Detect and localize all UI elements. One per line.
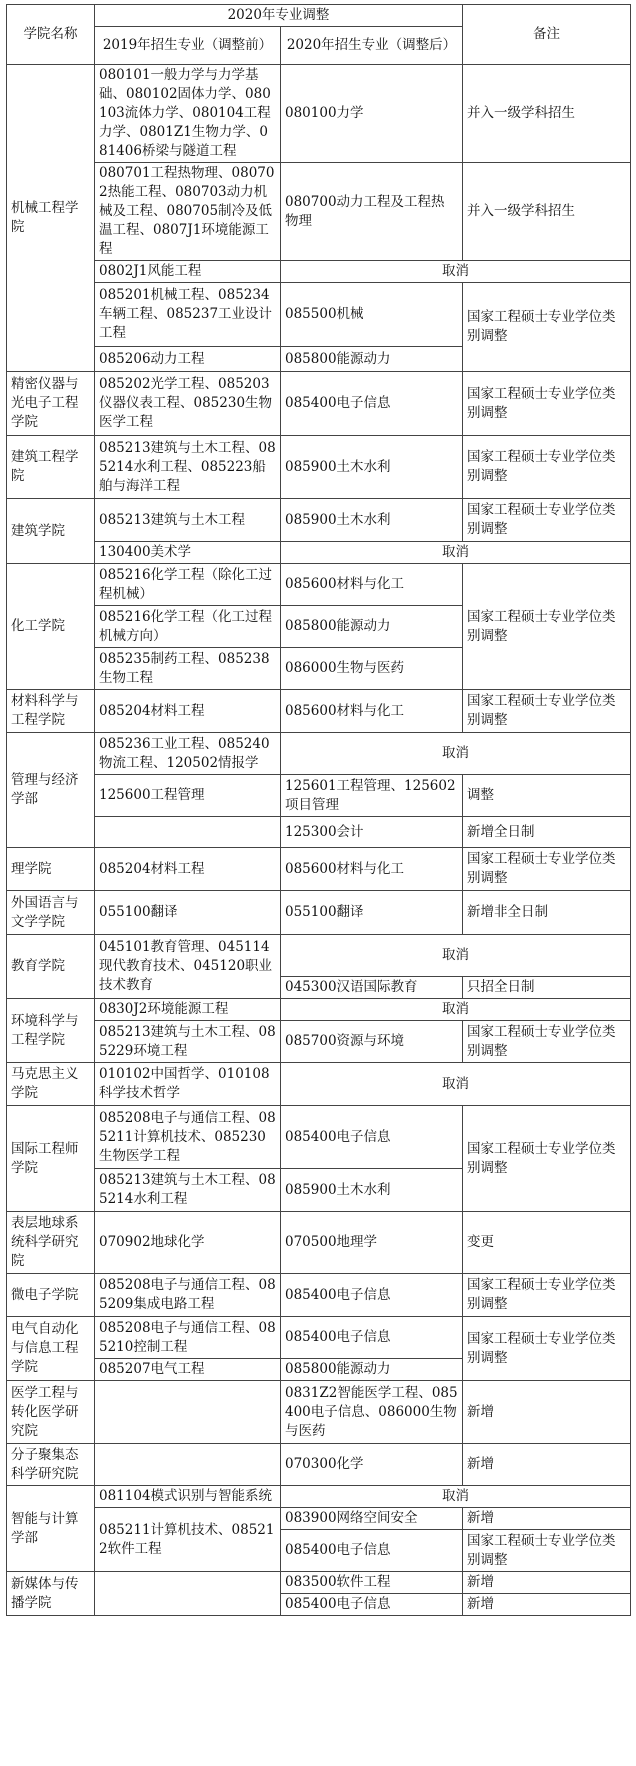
before-cell: 085202光学工程、085203仪器仪表工程、085230生物医学工程 — [95, 372, 281, 436]
after-cell: 070300化学 — [281, 1444, 463, 1486]
before-cell: 081104模式识别与智能系统 — [95, 1486, 281, 1508]
remark-cell: 新增 — [463, 1594, 631, 1616]
after-cell: 085800能源动力 — [281, 1359, 463, 1381]
after-cell: 085600材料与化工 — [281, 848, 463, 891]
remark-cell: 国家工程硕士专业学位类别调整 — [463, 1274, 631, 1317]
after-cell: 085900土木水利 — [281, 1169, 463, 1212]
table-row — [7, 1508, 631, 1530]
cancel-cell: 取消 — [281, 1486, 631, 1508]
before-cell: 010102中国哲学、010108科学技术哲学 — [95, 1063, 281, 1106]
after-cell: 080700动力工程及工程热物理 — [281, 163, 463, 261]
cancel-cell: 取消 — [281, 999, 631, 1021]
table-row — [7, 499, 631, 542]
before-cell: 085208电子与通信工程、085209集成电路工程 — [95, 1274, 281, 1317]
after-cell: 085800能源动力 — [281, 606, 463, 648]
table-row — [7, 283, 631, 347]
after-cell: 085400电子信息 — [281, 1106, 463, 1169]
before-cell: 085216化学工程（除化工过程机械） — [95, 564, 281, 606]
table-row — [7, 817, 631, 848]
remark-cell: 新增 — [463, 1444, 631, 1486]
table-row — [7, 848, 631, 891]
cancel-cell: 取消 — [281, 935, 631, 977]
cancel-cell: 取消 — [281, 1063, 631, 1106]
header-school: 学院名称 — [7, 5, 95, 65]
table-row — [7, 1063, 631, 1106]
table-row — [7, 690, 631, 733]
remark-cell: 新增 — [463, 1381, 631, 1444]
before-cell: 085213建筑与土木工程 — [95, 499, 281, 542]
after-cell: 085600材料与化工 — [281, 564, 463, 606]
before-cell — [95, 1572, 281, 1616]
school-cell: 电气自动化与信息工程学院 — [7, 1317, 95, 1381]
school-cell: 教育学院 — [7, 935, 95, 999]
school-cell: 国际工程师学院 — [7, 1106, 95, 1212]
remark-cell: 国家工程硕士专业学位类别调整 — [463, 1021, 631, 1063]
after-cell: 085900土木水利 — [281, 499, 463, 542]
school-cell: 建筑学院 — [7, 499, 95, 564]
after-cell: 070500地理学 — [281, 1212, 463, 1274]
table-row — [7, 999, 631, 1021]
before-cell: 125600工程管理 — [95, 775, 281, 817]
table-row — [7, 775, 631, 817]
remark-cell: 国家工程硕士专业学位类别调整 — [463, 1530, 631, 1572]
header-after: 2020年招生专业（调整后） — [281, 27, 463, 65]
before-cell: 085207电气工程 — [95, 1359, 281, 1381]
header-group: 2020年专业调整 — [95, 5, 463, 27]
table-row — [7, 542, 631, 564]
table-row — [7, 436, 631, 499]
school-cell: 医学工程与转化医学研究院 — [7, 1381, 95, 1444]
school-cell: 材料科学与工程学院 — [7, 690, 95, 733]
table-row — [7, 1106, 631, 1169]
remark-cell: 只招全日制 — [463, 977, 631, 999]
after-cell: 085800能源动力 — [281, 347, 463, 372]
before-cell: 085204材料工程 — [95, 848, 281, 891]
remark-cell: 变更 — [463, 1212, 631, 1274]
remark-cell: 国家工程硕士专业学位类别调整 — [463, 283, 631, 372]
after-cell: 085600材料与化工 — [281, 690, 463, 733]
before-cell: 085211计算机技术、085212软件工程 — [95, 1508, 281, 1572]
remark-cell: 国家工程硕士专业学位类别调整 — [463, 564, 631, 690]
remark-cell: 国家工程硕士专业学位类别调整 — [463, 848, 631, 891]
table-row — [7, 935, 631, 977]
table-row — [7, 1212, 631, 1274]
cancel-cell: 取消 — [281, 542, 631, 564]
after-cell: 085900土木水利 — [281, 436, 463, 499]
table-row — [7, 1021, 631, 1063]
after-cell: 0831Z2智能医学工程、085400电子信息、086000生物与医药 — [281, 1381, 463, 1444]
remark-cell: 国家工程硕士专业学位类别调整 — [463, 436, 631, 499]
table-row — [7, 891, 631, 935]
before-cell — [95, 817, 281, 848]
before-cell: 085208电子与通信工程、085210控制工程 — [95, 1317, 281, 1359]
school-cell: 马克思主义学院 — [7, 1063, 95, 1106]
header-row-1 — [7, 5, 631, 27]
before-cell: 085236工业工程、085240物流工程、120502情报学 — [95, 733, 281, 775]
before-cell: 085216化学工程（化工过程机械方向） — [95, 606, 281, 648]
before-cell: 045101教育管理、045114现代教育技术、045120职业技术教育 — [95, 935, 281, 999]
after-cell: 083900网络空间安全 — [281, 1508, 463, 1530]
after-cell: 085400电子信息 — [281, 1594, 463, 1616]
before-cell: 085204材料工程 — [95, 690, 281, 733]
cancel-cell: 取消 — [281, 733, 631, 775]
after-cell: 125601工程管理、125602项目管理 — [281, 775, 463, 817]
after-cell: 085400电子信息 — [281, 1530, 463, 1572]
table-row — [7, 1444, 631, 1486]
before-cell: 085208电子与通信工程、085211计算机技术、085230生物医学工程 — [95, 1106, 281, 1169]
remark-cell: 国家工程硕士专业学位类别调整 — [463, 1106, 631, 1212]
school-cell: 建筑工程学院 — [7, 436, 95, 499]
after-cell: 083500软件工程 — [281, 1572, 463, 1594]
remark-cell: 国家工程硕士专业学位类别调整 — [463, 372, 631, 436]
adjustment-table-frame — [6, 4, 630, 1616]
school-cell: 表层地球系统科学研究院 — [7, 1212, 95, 1274]
before-cell: 0802J1风能工程 — [95, 261, 281, 283]
after-cell: 080100力学 — [281, 65, 463, 163]
before-cell: 130400美术学 — [95, 542, 281, 564]
cancel-cell: 取消 — [281, 261, 631, 283]
table-row — [7, 163, 631, 261]
after-cell: 085500机械 — [281, 283, 463, 347]
school-cell: 化工学院 — [7, 564, 95, 690]
remark-cell: 新增非全日制 — [463, 891, 631, 935]
remark-cell: 国家工程硕士专业学位类别调整 — [463, 1317, 631, 1381]
table-row — [7, 1317, 631, 1359]
remark-cell: 新增全日制 — [463, 817, 631, 848]
table-row — [7, 1486, 631, 1508]
before-cell: 0830J2环境能源工程 — [95, 999, 281, 1021]
major-adjustment-table — [6, 4, 631, 1616]
before-cell: 070902地球化学 — [95, 1212, 281, 1274]
school-cell: 管理与经济学部 — [7, 733, 95, 848]
remark-cell: 新增 — [463, 1572, 631, 1594]
after-cell: 045300汉语国际教育 — [281, 977, 463, 999]
after-cell: 055100翻译 — [281, 891, 463, 935]
before-cell: 085213建筑与土木工程、085214水利工程 — [95, 1169, 281, 1212]
after-cell: 086000生物与医药 — [281, 648, 463, 690]
table-row — [7, 261, 631, 283]
before-cell — [95, 1381, 281, 1444]
after-cell: 085400电子信息 — [281, 1317, 463, 1359]
remark-cell: 并入一级学科招生 — [463, 65, 631, 163]
before-cell: 085213建筑与土木工程、085214水利工程、085223船舶与海洋工程 — [95, 436, 281, 499]
table-row — [7, 564, 631, 606]
school-cell: 环境科学与工程学院 — [7, 999, 95, 1063]
before-cell: 085213建筑与土木工程、085229环境工程 — [95, 1021, 281, 1063]
table-row — [7, 372, 631, 436]
table-row — [7, 1274, 631, 1317]
table-row — [7, 1572, 631, 1594]
school-cell: 精密仪器与光电子工程学院 — [7, 372, 95, 436]
before-cell: 085201机械工程、085234车辆工程、085237工业设计工程 — [95, 283, 281, 347]
header-before: 2019年招生专业（调整前） — [95, 27, 281, 65]
before-cell: 085235制药工程、085238生物工程 — [95, 648, 281, 690]
after-cell: 085400电子信息 — [281, 1274, 463, 1317]
remark-cell: 国家工程硕士专业学位类别调整 — [463, 690, 631, 733]
school-cell: 微电子学院 — [7, 1274, 95, 1317]
table-row — [7, 1381, 631, 1444]
remark-cell: 新增 — [463, 1508, 631, 1530]
remark-cell: 调整 — [463, 775, 631, 817]
remark-cell: 并入一级学科招生 — [463, 163, 631, 261]
before-cell: 080101一般力学与力学基础、080102固体力学、080103流体力学、080104工程力学、0801Z1生物力学、081406桥梁与隧道工程 — [95, 65, 281, 163]
table-row — [7, 65, 631, 163]
remark-cell: 国家工程硕士专业学位类别调整 — [463, 499, 631, 542]
school-cell: 智能与计算学部 — [7, 1486, 95, 1572]
before-cell: 080701工程热物理、080702热能工程、080703动力机械及工程、080705制冷及低温工程、0807J1环境能源工程 — [95, 163, 281, 261]
header-remark: 备注 — [463, 5, 631, 65]
before-cell — [95, 1444, 281, 1486]
before-cell: 085206动力工程 — [95, 347, 281, 372]
table-row — [7, 733, 631, 775]
before-cell: 055100翻译 — [95, 891, 281, 935]
school-cell: 机械工程学院 — [7, 65, 95, 372]
after-cell: 085700资源与环境 — [281, 1021, 463, 1063]
school-cell: 外国语言与文学学院 — [7, 891, 95, 935]
after-cell: 085400电子信息 — [281, 372, 463, 436]
school-cell: 新媒体与传播学院 — [7, 1572, 95, 1616]
school-cell: 理学院 — [7, 848, 95, 891]
school-cell: 分子聚集态科学研究院 — [7, 1444, 95, 1486]
after-cell: 125300会计 — [281, 817, 463, 848]
